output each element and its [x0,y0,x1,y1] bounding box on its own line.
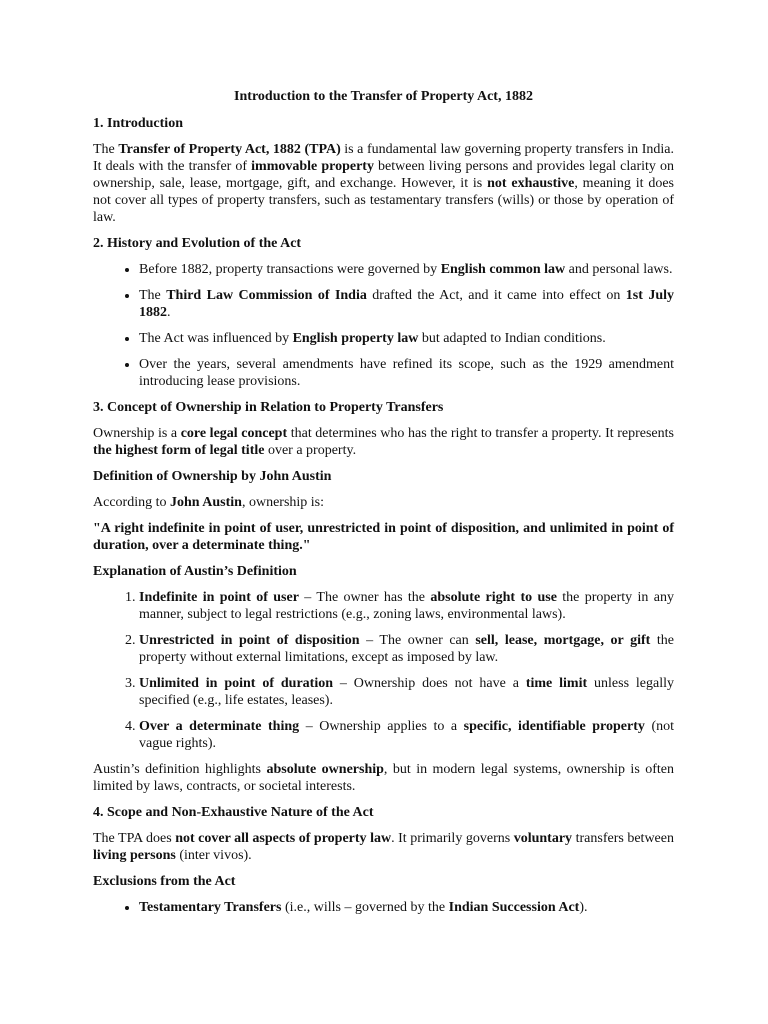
bold-text-run: not exhaustive [487,176,575,191]
bold-text-run: English property law [292,331,419,346]
text-run: – The owner can [359,633,476,648]
bold-text-run: Indian Succession Act [448,900,580,915]
text-run: (not vague rights). [139,719,674,751]
austin-conclusion-paragraph [93,761,674,795]
bold-text-run: Indefinite in point of user [139,590,299,605]
text-run: , but in modern legal systems, ownership is often limited by laws, contracts, or societal interests. [93,762,674,794]
text-run: the property without external limitations, except as imposed by law. [139,633,674,665]
bold-text-run: voluntary [513,831,573,846]
austin-quote [93,520,674,554]
austin-quote-text: "A right indefinite in point of user, unrestricted in point of disposition, and unlimited in point of duration, over a determinate thing." [93,521,674,553]
bold-text-run: the highest form of legal title [93,443,265,458]
history-list-item [139,287,674,321]
text-run: drafted the Act, and it came into effect on [366,288,626,303]
explanation-list-item [139,675,674,709]
text-run: between living persons and provides legal clarity on ownership, sale, lease, mortgage, gift, and exchange. However, it is [93,159,674,191]
text-run: . [167,305,171,320]
explanation-list-item [139,718,674,752]
bold-text-run: sell, lease, mortgage, or gift [475,633,651,648]
austin-explanation-heading: Explanation of Austin’s Definition [93,564,297,579]
text-run: , ownership is: [241,495,325,510]
austin-intro-paragraph [93,494,674,511]
exclusions-list-item [139,899,674,916]
text-run: – Ownership applies to a [299,719,464,734]
ownership-paragraph [93,425,674,459]
bold-text-run: John Austin [169,495,242,510]
explanation-list-item [139,632,674,666]
history-list-item [139,356,674,390]
bold-text-run: living persons [93,848,176,863]
bold-text-run: Over a determinate thing [139,719,300,734]
text-run: Over the years, several amendments have refined its scope, such as the 1929 amendment introducing lease provisions. [139,357,674,389]
bold-text-run: immovable property [251,159,374,174]
bold-text-run: time limit [525,676,588,691]
text-run: – The owner has the [298,590,431,605]
text-run: over a property. [264,443,357,458]
bold-text-run: English common law [440,262,566,277]
exclusions-list [93,899,674,916]
text-run: transfers between [572,831,674,846]
text-run: . It primarily governs [391,831,514,846]
bold-text-run: Unlimited in point of duration [139,676,334,691]
text-run: – Ownership does not have a [333,676,526,691]
text-run: The Act was influenced by [139,331,293,346]
history-list-item [139,330,674,347]
text-run: The [139,288,167,303]
history-list-item [139,261,674,278]
text-run: Austin’s definition highlights [93,762,267,777]
text-run: (inter vivos). [175,848,252,863]
introduction-paragraph [93,141,674,226]
section-heading-ownership: 3. Concept of Ownership in Relation to Property Transfers [93,400,444,415]
bold-text-run: core legal concept [180,426,288,441]
bold-text-run: Testamentary Transfers [139,900,282,915]
document-title: Introduction to the Transfer of Property Act, 1882 [234,89,533,104]
text-run: that determines who has the right to transfer a property. It represents [287,426,674,441]
bold-text-run: Transfer of Property Act, 1882 (TPA) [118,142,341,157]
section-heading-scope: 4. Scope and Non-Exhaustive Nature of the Act [93,805,374,820]
bold-text-run: absolute ownership [266,762,384,777]
text-run: , meaning it does not cover all types of property transfers, such as testamentary transfers (wills) or those by operation of law. [93,176,674,225]
exclusions-heading: Exclusions from the Act [93,874,236,889]
text-run: The TPA does [93,831,176,846]
text-run: Before 1882, property transactions were governed by [139,262,441,277]
bold-text-run: not cover all aspects of property law [175,831,392,846]
bold-text-run: absolute right to use [430,590,557,605]
text-run: ). [579,900,588,915]
text-run: (i.e., wills – governed by the [281,900,449,915]
austin-definition-heading: Definition of Ownership by John Austin [93,469,332,484]
explanation-list-item [139,589,674,623]
text-run: Ownership is a [93,426,181,441]
section-heading-introduction: 1. Introduction [93,116,183,131]
text-run: is a fundamental law governing property transfers in India. It deals with the transfer of [93,142,674,174]
text-run: and personal laws. [565,262,673,277]
text-run: the property in any manner, subject to legal restrictions (e.g., zoning laws, environmental laws). [139,590,675,622]
history-list [93,261,674,390]
section-heading-history: 2. History and Evolution of the Act [93,236,302,251]
text-run: but adapted to Indian conditions. [418,331,606,346]
text-run: The [93,142,119,157]
document-page [93,84,674,925]
text-run: unless legally specified (e.g., life estates, leases). [139,676,675,708]
bold-text-run: 1st July 1882 [139,288,675,320]
bold-text-run: Third Law Commission of India [166,288,367,303]
bold-text-run: specific, identifiable property [463,719,645,734]
scope-paragraph [93,830,674,864]
text-run: According to [93,495,170,510]
bold-text-run: Unrestricted in point of disposition [139,633,360,648]
austin-explanation-list [93,589,674,752]
